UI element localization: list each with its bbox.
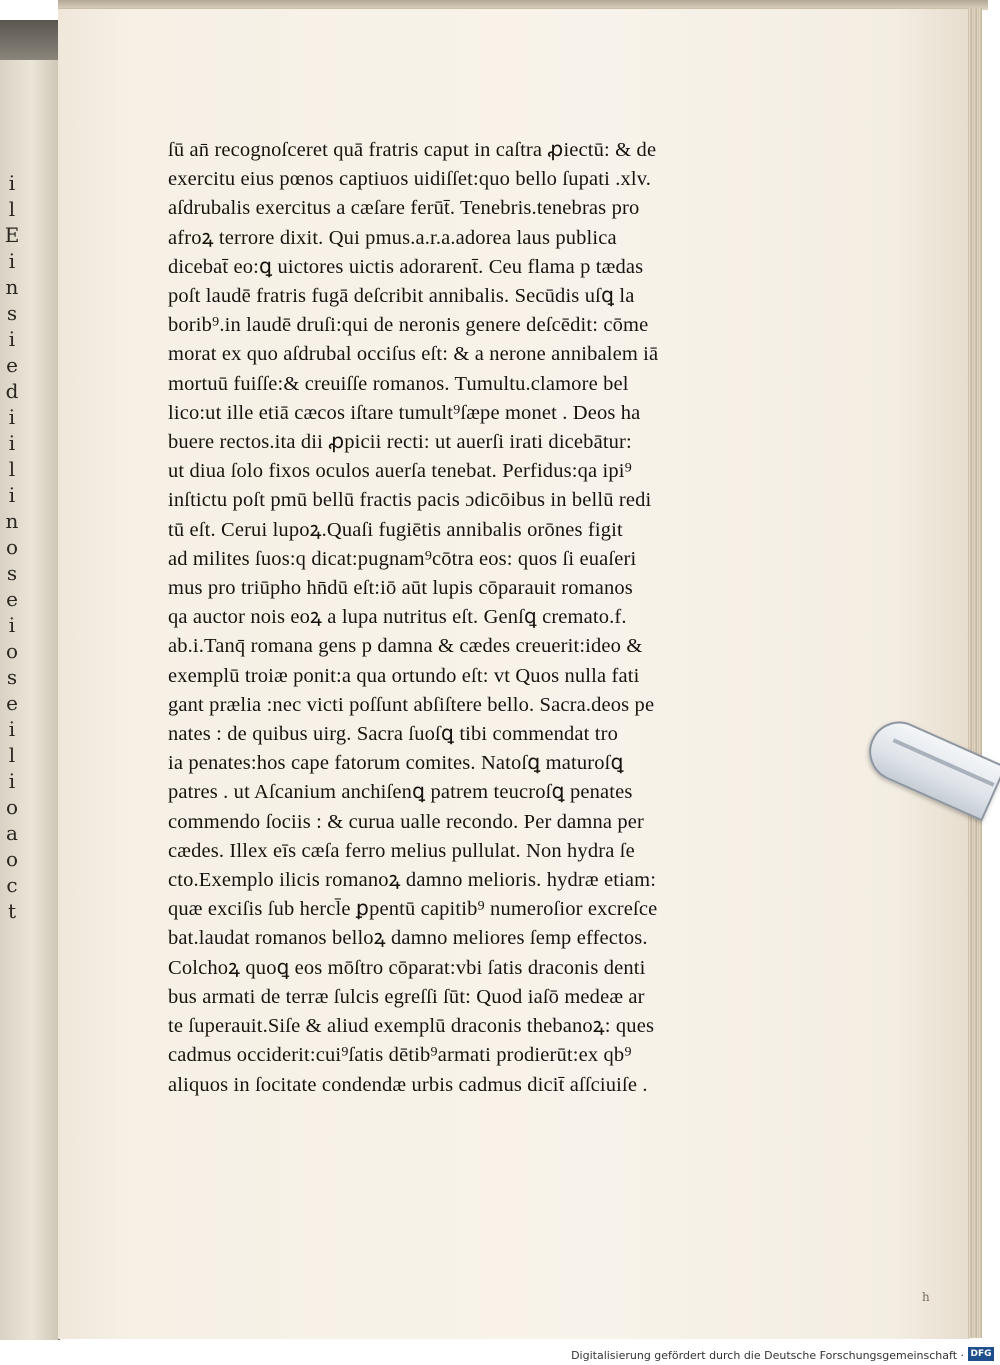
left-page-text-fragments xyxy=(2,170,22,924)
text-line: afroꝝ terrore dixit. Qui pmus.a.r.a.adorea laus publica xyxy=(168,226,617,249)
text-line: aliquos in ſocitate condendæ urbis cadmus dicit̄ aſſciuiſe . xyxy=(168,1073,648,1096)
left-page-glyph: t xyxy=(7,899,17,923)
text-line: te ſuperauit.Siſe & aliud exemplū draconis thebanoꝝ: ques xyxy=(168,1015,655,1038)
text-line: tū eſt. Cerui lupoꝝ.Quaſi fugiētis annibalis orōnes figit xyxy=(168,518,623,541)
left-page-glyph: o xyxy=(5,639,19,663)
text-line: inſtictu poſt pmū bellū fractis pacis ɔdicōibus in bellū redi xyxy=(168,489,652,512)
text-line: ut diua ſolo fixos oculos auerſa tenebat. Perfidus:qa ipi⁹ xyxy=(168,460,632,483)
text-line: poſt laudē fratris fugā deſcribit annibalis. Secūdis uſꝗ la xyxy=(168,285,635,308)
text-line: mus pro triūpho hn̄dū eſt:iō aūt lupis cōparauit romanos xyxy=(168,577,633,600)
page-text-block xyxy=(168,136,768,1100)
text-line: commendo ſociis : & curua ualle recondo. Per damna per xyxy=(168,810,645,833)
left-page-glyph: l xyxy=(8,457,16,481)
footer-credit: Digitalisierung gefördert durch die Deutsche Forschungsgemeinschaft · xyxy=(571,1349,964,1362)
text-line: ſū an̄ recognoſceret quā fratris caput in caſtra ꝓiectū: & de xyxy=(168,139,657,161)
text-line: gant prælia :nec victi poſſunt abſiſtere bello. Sacra.deos pe xyxy=(168,693,655,716)
text-line: qa auctor nois eoꝝ a lupa nutritus eſt. Genſꝗ cremato.f. xyxy=(168,606,627,629)
left-page-glyph: i xyxy=(8,431,16,455)
left-page-glyph: n xyxy=(5,509,19,533)
text-line: cadmus occiderit:cui⁹ſatis dētib⁹armati prodierūt:ex qb⁹ xyxy=(168,1044,632,1067)
text-line: ab.i.Tanq̄ romana gens p damna & cædes creuerit:ideo & xyxy=(168,635,643,658)
page-edges xyxy=(968,8,982,1338)
left-page-glyph: l xyxy=(8,197,16,221)
text-line: ad milites ſuos:q dicat:pugnam⁹cōtra eos: quos ſi euaſeri xyxy=(168,547,637,570)
text-line: aſdrubalis exercitus a cæſare ferūt̄. Tenebris.tenebras pro xyxy=(168,197,640,220)
left-page-glyph: n xyxy=(5,275,19,299)
left-page-glyph: i xyxy=(8,769,16,793)
page-signature: h xyxy=(922,1290,930,1304)
binding-shadow xyxy=(0,20,60,60)
left-page-glyph: e xyxy=(6,587,18,611)
left-page-glyph: E xyxy=(4,223,20,247)
text-line: borib⁹.in laudē druſi:qui de neronis genere deſcēdit: cōme xyxy=(168,314,649,337)
left-page-glyph: i xyxy=(8,613,16,637)
left-page-glyph: i xyxy=(8,249,16,273)
text-line: dicebat̄ eo:ꝗ uictores uictis adorarent̄. Ceu flama p tædas xyxy=(168,255,644,278)
left-page-glyph: l xyxy=(8,743,16,767)
left-page-glyph: o xyxy=(5,535,19,559)
left-page-glyph: d xyxy=(5,379,19,403)
text-line: cto.Exemplo ilicis romanoꝝ damno melioris. hydræ etiam: xyxy=(168,869,657,892)
left-page-glyph: o xyxy=(5,795,19,819)
left-page-glyph: c xyxy=(6,873,18,897)
text-line: bat.laudat romanos belloꝝ damno meliores ſemp effectos. xyxy=(168,927,648,950)
text-line: lico:ut ille etiā cæcos iſtare tumult⁹ſæpe monet . Deos ha xyxy=(168,401,641,424)
left-page-glyph: s xyxy=(6,561,18,585)
left-page-margin xyxy=(0,20,60,1340)
text-line: exercitu eius pœnos captiuos uidiſſet:quo bello ſupati .xlv. xyxy=(168,168,652,191)
left-page-glyph: a xyxy=(6,821,18,845)
left-page-glyph: i xyxy=(8,327,16,351)
dfg-logo: DFG xyxy=(968,1347,994,1361)
left-page-glyph: e xyxy=(6,353,18,377)
left-page-glyph: i xyxy=(8,483,16,507)
text-line: patres . ut Aſcanium anchiſenꝗ patrem teucroſꝗ penates xyxy=(168,781,633,804)
left-page-glyph: e xyxy=(6,691,18,715)
left-page-glyph: s xyxy=(6,665,18,689)
left-page-glyph: s xyxy=(6,301,18,325)
text-line: buere rectos.ita dii ꝓpicii recti: ut auerſi irati dicebātur: xyxy=(168,431,632,454)
left-page-glyph: o xyxy=(5,847,19,871)
text-line: morat ex quo aſdrubal occiſus eſt: & a nerone annibalem iā xyxy=(168,343,659,366)
left-page-glyph: i xyxy=(8,405,16,429)
text-line: nates : de quibus uirg. Sacra ſuoſꝗ tibi commendat tro xyxy=(168,723,619,746)
text-line: quæ exciſis ſub hercl̄e ꝑpentū capitib⁹ numeroſior excreſce xyxy=(168,898,658,921)
text-line: exemplū troiæ ponit:a qua ortundo eſt: vt Quos nulla fati xyxy=(168,664,640,687)
left-page-glyph: i xyxy=(8,171,16,195)
text-line: mortuū fuiſſe:& creuiſſe romanos. Tumultu.clamore bel xyxy=(168,372,629,395)
left-page-glyph: i xyxy=(8,717,16,741)
text-line: cædes. Illex eīs cæſa ferro melius pullulat. Non hydra ſe xyxy=(168,839,635,862)
text-line: Colchoꝝ quoꝗ eos mōſtro cōparat:vbi ſatis draconis denti xyxy=(168,956,646,979)
text-line: bus armati de terræ ſulcis egreſſi ſūt: Quod iaſō medeæ ar xyxy=(168,985,645,1008)
text-line: ia penates:hos cape fatorum comites. Natoſꝗ maturoſꝗ xyxy=(168,752,624,775)
